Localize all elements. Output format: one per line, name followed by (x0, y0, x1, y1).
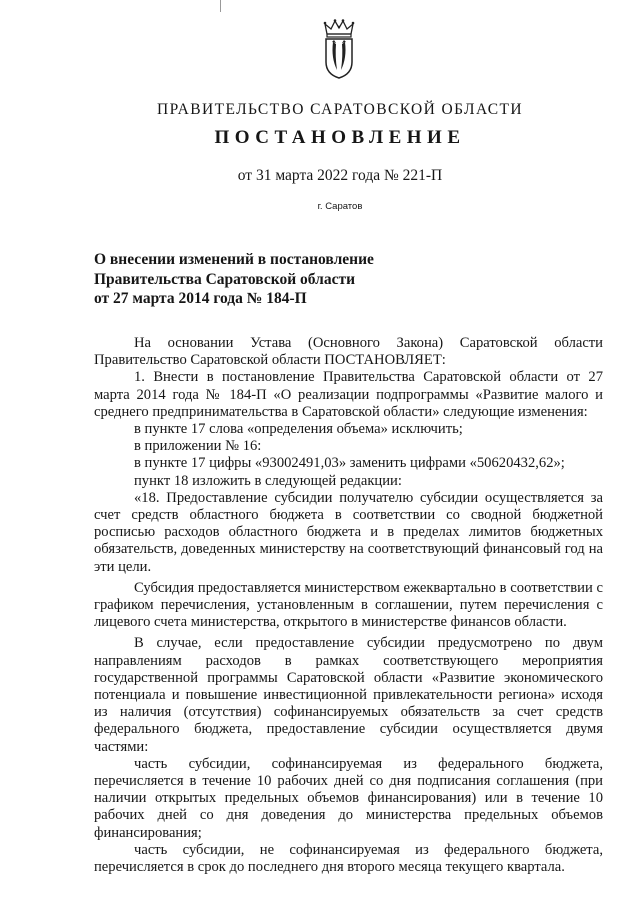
document-body (94, 335, 603, 876)
government-name: ПРАВИТЕЛЬСТВО САРАТОВСКОЙ ОБЛАСТИ (157, 101, 523, 118)
body-paragraph: пункт 18 изложить в следующей редакции: (134, 472, 402, 489)
body-paragraph: в пункте 17 слова «определения объема» исключить; (134, 421, 463, 438)
body-paragraph: В случае, если предоставление субсидии предусмотрено по двум направлениям расходов в рамках соответствующего мероприятия государственной программы Саратовской области «Развитие экономического потенциала и повышение инвестиционной привлекательности региона» исходя из наличия (отсутствия) софинансируемых обязательств за счет средств федерального бюджета, предоставление субсидии осуществляется двумя частями: (94, 635, 603, 755)
body-paragraph: Субсидия предоставляется министерством ежеквартально в соответствии с графиком перечисления, установленным в соглашении, путем перечисления с лицевого счета министерства, открытого в министерстве финансов области. (94, 579, 603, 631)
body-paragraph: На основании Устава (Основного Закона) Саратовской области Правительство Саратовской области ПОСТАНОВЛЯЕТ: (94, 335, 603, 369)
document-city: г. Саратов (317, 201, 363, 212)
subject-line: от 27 марта 2014 года № 184-П (94, 290, 307, 307)
document-date-number: от 31 марта 2022 года № 221-П (237, 167, 443, 184)
body-paragraph: «18. Предоставление субсидии получателю субсидии осуществляется за счет средств областного бюджета в соответствии со сводной бюджетной росписью расходов областного бюджета и в пределах лимитов бюджетных обязательств, доведенных министерству на соответствующий финансовый год на эти цели. (94, 489, 603, 575)
scan-mark (220, 0, 221, 12)
body-paragraph: в пункте 17 цифры «93002491,03» заменить цифрами «50620432,62»; (134, 455, 565, 472)
saratov-coat-of-arms-icon (318, 18, 360, 80)
body-paragraph: часть субсидии, софинансируемая из федерального бюджета, перечисляется в течение 10 рабочих дней со дня подписания соглашения (при наличии открытых предельных объемов финансирования) или в течение 10 рабочих дней со дня доведения до министерства предельных объемов финансирования; (94, 755, 603, 841)
body-paragraph: 1. Внести в постановление Правительства Саратовской области от 27 марта 2014 года № 184-П «О реализации подпрограммы «Развитие малого и среднего предпринимательства в Саратовской области» следующие изменения: (94, 369, 603, 420)
body-paragraph: в приложении № 16: (134, 438, 262, 455)
body-paragraph: часть субсидии, не софинансируемая из федерального бюджета, перечисляется в срок до последнего дня второго месяца текущего квартала. (94, 841, 603, 876)
document-subject (94, 250, 514, 309)
document-type: ПОСТАНОВЛЕНИЕ (214, 127, 466, 148)
subject-line: Правительства Саратовской области (94, 270, 355, 288)
subject-line: О внесении изменений в постановление (94, 251, 374, 268)
